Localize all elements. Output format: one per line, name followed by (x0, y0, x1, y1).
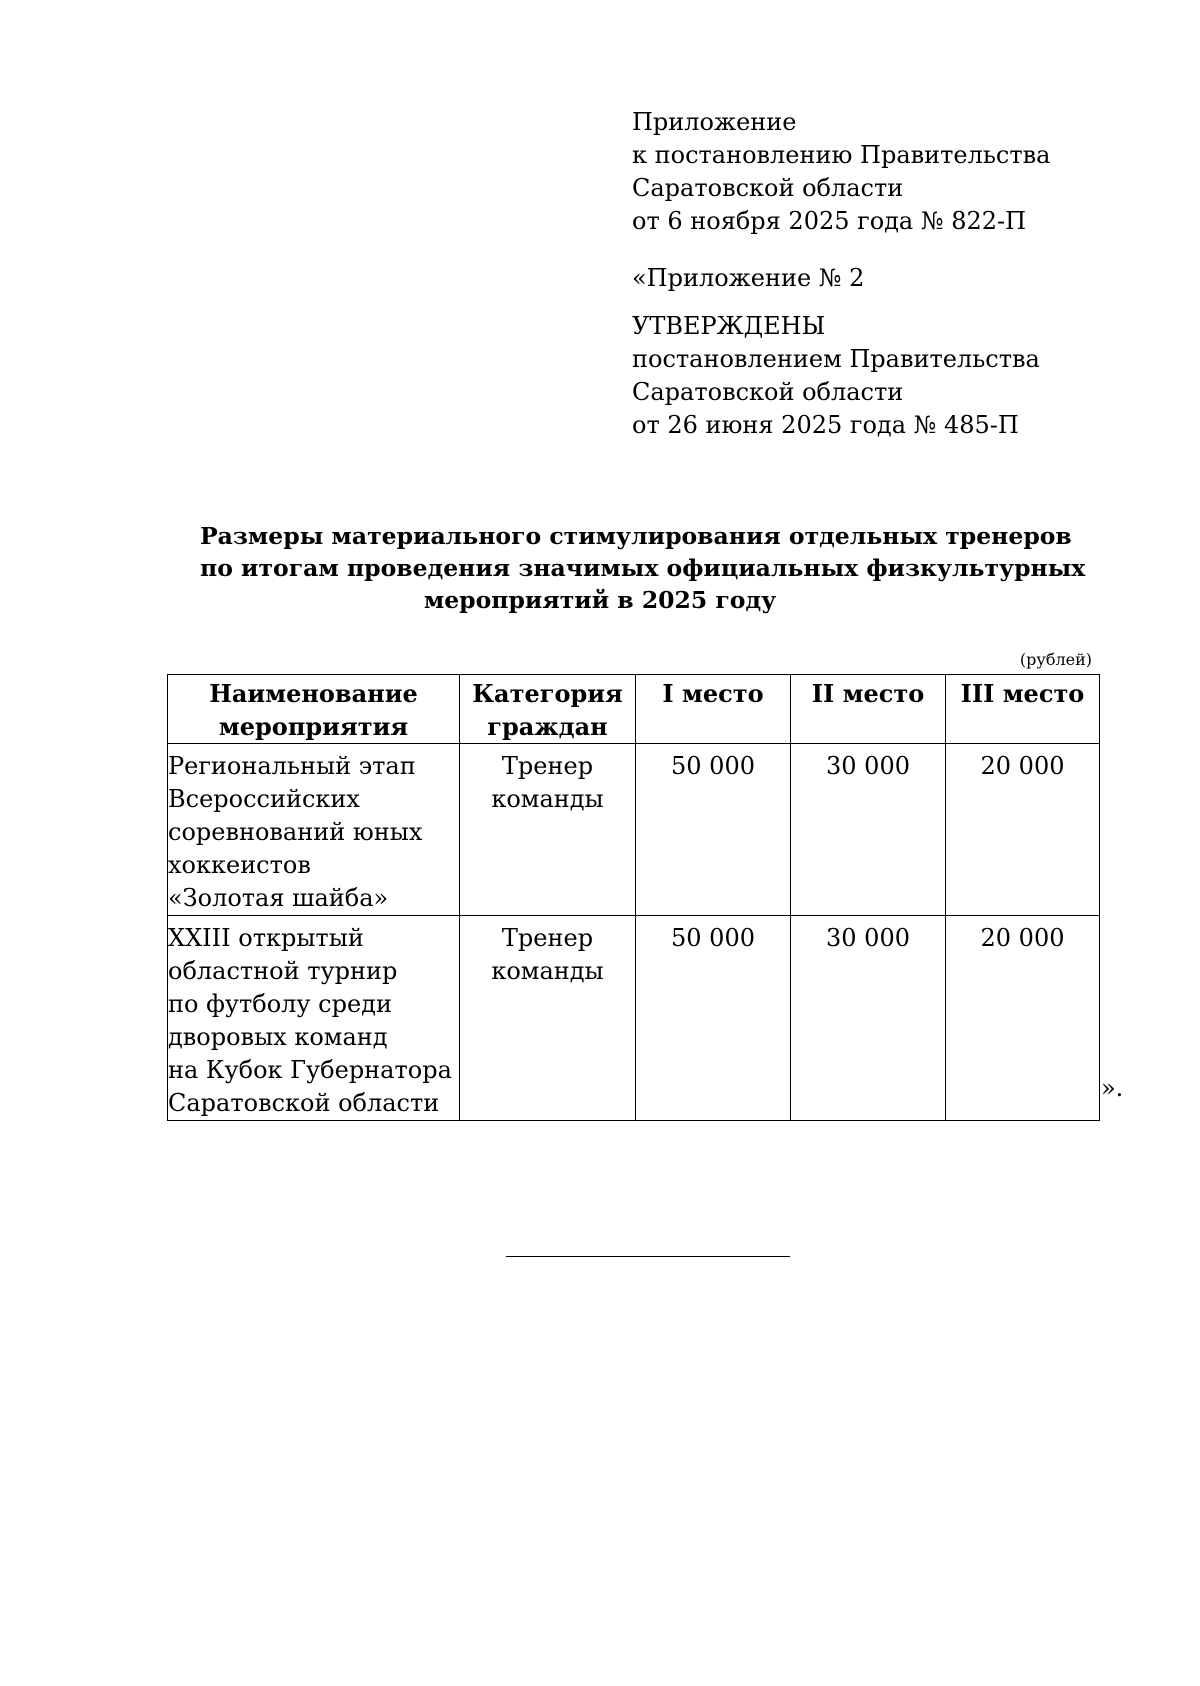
approved-line: от 26 июня 2025 года № 485-П (632, 411, 1019, 439)
header-line: I место (662, 679, 764, 708)
title-line: Размеры материального стимулирования отдельных тренеров (200, 522, 1072, 550)
table-header-row (168, 675, 1100, 744)
category-cell (460, 916, 636, 1121)
header-line: II место (811, 679, 925, 708)
cell-line: хоккеистов (168, 851, 311, 879)
appendix-line: к постановлению Правительства (632, 141, 1051, 169)
approved-line: УТВЕРЖДЕНЫ (632, 312, 826, 340)
header-line: мероприятия (218, 712, 409, 741)
appendix-line: от 6 ноября 2025 года № 822-П (632, 207, 1027, 235)
end-divider-line (506, 1256, 790, 1257)
header-line: Наименование (209, 679, 418, 708)
cell-line: соревнований юных (168, 818, 423, 846)
cell-line: дворовых команд (168, 1023, 388, 1051)
second-place-amount: 30 000 (791, 744, 946, 916)
cell-line: на Кубок Губернатора (168, 1056, 452, 1084)
cell-line: Саратовской области (168, 1089, 440, 1117)
title-line: мероприятий в 2025 году (423, 586, 777, 614)
header-category (460, 675, 636, 744)
approved-line: Саратовской области (632, 378, 904, 406)
appendix-line: Саратовской области (632, 174, 904, 202)
appendix-header (632, 106, 1152, 442)
third-place-amount: 20 000 (946, 916, 1100, 1121)
awards-table (167, 674, 1100, 1121)
spacer (632, 295, 1152, 310)
appendix-line: Приложение (632, 108, 797, 136)
approved-line: постановлением Правительства (632, 345, 1040, 373)
event-name-cell (168, 916, 460, 1121)
header-line: III место (960, 679, 1085, 708)
header-second-place (791, 675, 946, 744)
table-row (168, 916, 1100, 1121)
header-first-place (636, 675, 791, 744)
cell-line: «Золотая шайба» (168, 884, 389, 912)
header-line: Категория (472, 679, 623, 708)
cell-line: Региональный этап (168, 752, 416, 780)
first-place-amount: 50 000 (636, 916, 791, 1121)
cell-line: областной турнир (168, 957, 398, 985)
first-place-amount: 50 000 (636, 744, 791, 916)
spacer (632, 238, 1152, 262)
document-title (200, 520, 1086, 616)
title-line: по итогам проведения значимых официальных физкультурных (200, 554, 1086, 582)
cell-line: Всероссийских (168, 785, 360, 813)
third-place-amount: 20 000 (946, 744, 1100, 916)
closing-quote-mark: ». (1101, 1074, 1124, 1102)
event-name-cell (168, 744, 460, 916)
second-place-amount: 30 000 (791, 916, 946, 1121)
cell-line: команды (491, 785, 604, 813)
cell-line: команды (491, 957, 604, 985)
cell-line: по футболу среди (168, 990, 392, 1018)
header-event-name (168, 675, 460, 744)
category-cell (460, 744, 636, 916)
cell-line: Тренер (501, 752, 594, 780)
cell-line: Тренер (501, 924, 594, 952)
sub-appendix-label: «Приложение № 2 (632, 264, 865, 292)
cell-line: XXIII открытый (168, 924, 364, 952)
table-row (168, 744, 1100, 916)
header-line: граждан (487, 712, 608, 741)
header-third-place (946, 675, 1100, 744)
units-label: (рублей) (1019, 650, 1092, 669)
